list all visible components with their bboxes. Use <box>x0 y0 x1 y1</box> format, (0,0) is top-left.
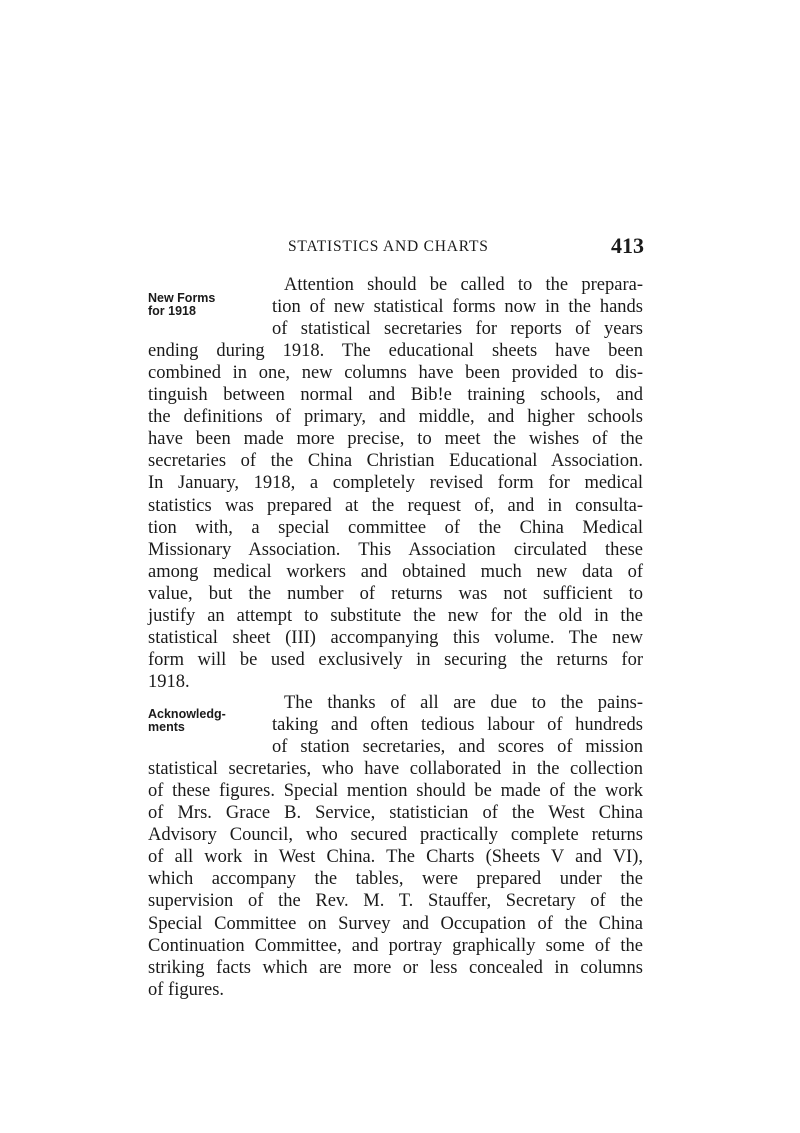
sidenote-new-forms <box>148 292 215 318</box>
text-line: statistical secretaries, who have collaborated in the collection <box>148 759 643 780</box>
page-number: 413 <box>611 233 644 258</box>
text-line: The thanks of all are due to the pains- <box>284 693 643 713</box>
running-title: STATISTICS AND CHARTS <box>288 238 489 255</box>
text-line: tion of new statistical forms now in the hands <box>272 297 643 318</box>
text-line: statistical sheet (III) accompanying this volume. The new <box>148 627 643 648</box>
text-line: secretaries of the China Christian Educational Association. <box>148 451 643 472</box>
text-line: have been made more precise, to meet the wishes of the <box>148 429 643 450</box>
text-line: tinguish between normal and Bib!e training schools, and <box>148 385 643 406</box>
text-line: among medical workers and obtained much new data of <box>148 561 643 582</box>
text-line: justify an attempt to substitute the new for the old in the <box>148 605 643 626</box>
text-line: of Mrs. Grace B. Service, statistician of the West China <box>148 803 643 824</box>
text-line: combined in one, new columns have been provided to dis- <box>148 363 643 384</box>
text-line: tion with, a special committee of the China Medical <box>148 517 643 538</box>
text-line: which accompany the tables, were prepared under the <box>148 869 643 890</box>
text-line: ending during 1918. The educational sheets have been <box>148 341 643 362</box>
text-line: striking facts which are more or less concealed in columns <box>148 957 643 978</box>
text-line: of these figures. Special mention should be made of the work <box>148 781 643 802</box>
text-line: of statistical secretaries for reports of years <box>272 319 643 340</box>
running-head <box>150 233 644 263</box>
text-line: Advisory Council, who secured practically complete returns <box>148 825 643 846</box>
sidenote-line: ments <box>148 720 185 734</box>
text-line: In January, 1918, a completely revised form for medical <box>148 473 643 494</box>
text-line: statistics was prepared at the request of, and in consulta- <box>148 495 643 516</box>
text-line: of all work in West China. The Charts (Sheets V and VI), <box>148 847 643 868</box>
text-line: of figures. <box>148 979 225 1000</box>
text-line: form will be used exclusively in securing the returns for <box>148 649 643 670</box>
text-line: Attention should be called to the prepara- <box>284 275 643 295</box>
sidenote-line: New Forms <box>148 291 216 305</box>
text-line: Missionary Association. This Association circulated these <box>148 539 643 560</box>
text-line: 1918. <box>148 671 190 692</box>
text-line: Continuation Committee, and portray graphically some of the <box>148 935 643 956</box>
sidenote-line: Acknowledg- <box>148 707 226 721</box>
text-line: of station secretaries, and scores of mission <box>272 737 643 758</box>
text-line: value, but the number of returns was not sufficient to <box>148 583 643 604</box>
text-line: taking and often tedious labour of hundreds <box>272 715 643 736</box>
text-line: Special Committee on Survey and Occupation of the China <box>148 913 643 934</box>
text-line: supervision of the Rev. M. T. Stauffer, Secretary of the <box>148 891 643 912</box>
sidenote-line: for 1918 <box>148 304 196 318</box>
sidenote-acknowledgments <box>148 708 226 734</box>
text-line: the definitions of primary, and middle, and higher schools <box>148 407 643 428</box>
